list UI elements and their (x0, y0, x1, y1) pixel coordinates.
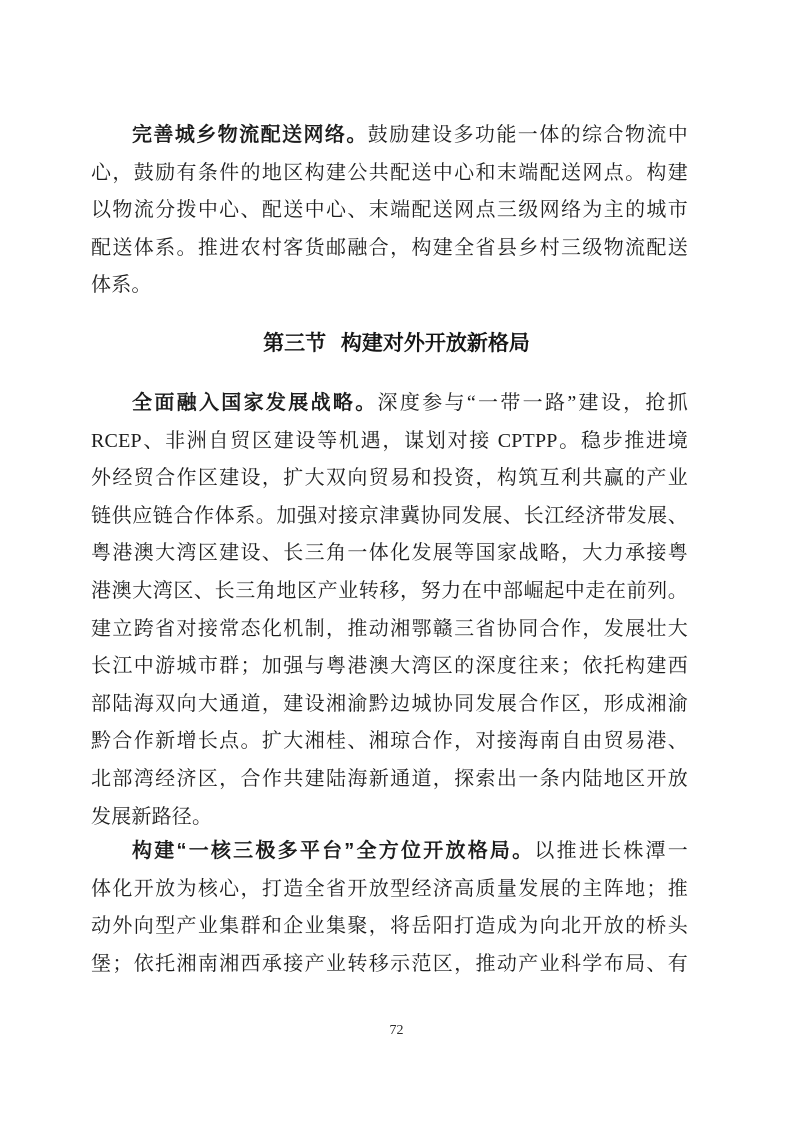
paragraph-lead-bold: 全面融入国家发展战略。 (132, 392, 378, 414)
paragraph-lead-bold: 构建“一核三极多平台”全方位开放格局。 (132, 840, 535, 862)
text-line: 港澳大湾区、长三角地区产业转移，努力在中部崛起中走在前列。 (91, 579, 688, 602)
text-line: 体化开放为核心，打造全省开放型经济高质量发展的主阵地；推 (91, 877, 688, 900)
paragraph-opening-pattern (91, 833, 688, 983)
text-line: 动外向型产业集群和企业集聚，将岳阳打造成为向北开放的桥头 (91, 915, 688, 938)
text-line: 配送体系。推进农村客货邮融合，构建全省县乡村三级物流配送 (91, 236, 688, 259)
text-line: RCEP、非洲自贸区建设等机遇，谋划对接 CPTPP。稳步推进境 (91, 429, 688, 452)
text-line: 部陆海双向大通道，建设湘渝黔边城协同发展合作区，形成湘渝 (91, 692, 688, 715)
text-line: 北部湾经济区，合作共建陆海新通道，探索出一条内陆地区开放 (91, 767, 688, 790)
text-line: 链供应链合作体系。加强对接京津冀协同发展、长江经济带发展、 (91, 504, 688, 527)
text-line: 心，鼓励有条件的地区构建公共配送中心和末端配送网点。构建 (91, 161, 688, 184)
text-run: 鼓励建设多功能一体的综合物流中 (367, 124, 689, 146)
text-line: 发展新路径。 (91, 805, 213, 828)
text-line (91, 117, 688, 155)
text-line (91, 833, 688, 871)
text-line: 黔合作新增长点。扩大湘桂、湘琼合作，对接海南自由贸易港、 (91, 730, 688, 753)
paragraph-logistics-network (91, 117, 688, 305)
text-line: 堡；依托湘南湘西承接产业转移示范区，推动产业科学布局、有 (91, 952, 688, 975)
text-line (91, 385, 688, 423)
text-line: 外经贸合作区建设，扩大双向贸易和投资，构筑互利共赢的产业 (91, 467, 688, 490)
text-run: 以推进长株潭一 (534, 840, 688, 862)
section-heading: 第三节 构建对外开放新格局 (263, 332, 530, 355)
text-line: 建立跨省对接常态化机制，推动湘鄂赣三省协同合作，发展壮大 (91, 617, 688, 640)
text-run: 深度参与“一带一路”建设，抢抓 (377, 392, 688, 414)
text-line: 体系。 (91, 274, 152, 297)
text-line: 长江中游城市群；加强与粤港澳大湾区的深度往来；依托构建西 (91, 655, 688, 678)
text-line: 以物流分拨中心、配送中心、末端配送网点三级网络为主的城市 (91, 199, 688, 222)
text-line: 粤港澳大湾区建设、长三角一体化发展等国家战略，大力承接粤 (91, 542, 688, 565)
paragraph-national-strategy (91, 385, 688, 836)
paragraph-lead-bold: 完善城乡物流配送网络。 (132, 124, 368, 146)
page-number: 72 (389, 1023, 404, 1038)
